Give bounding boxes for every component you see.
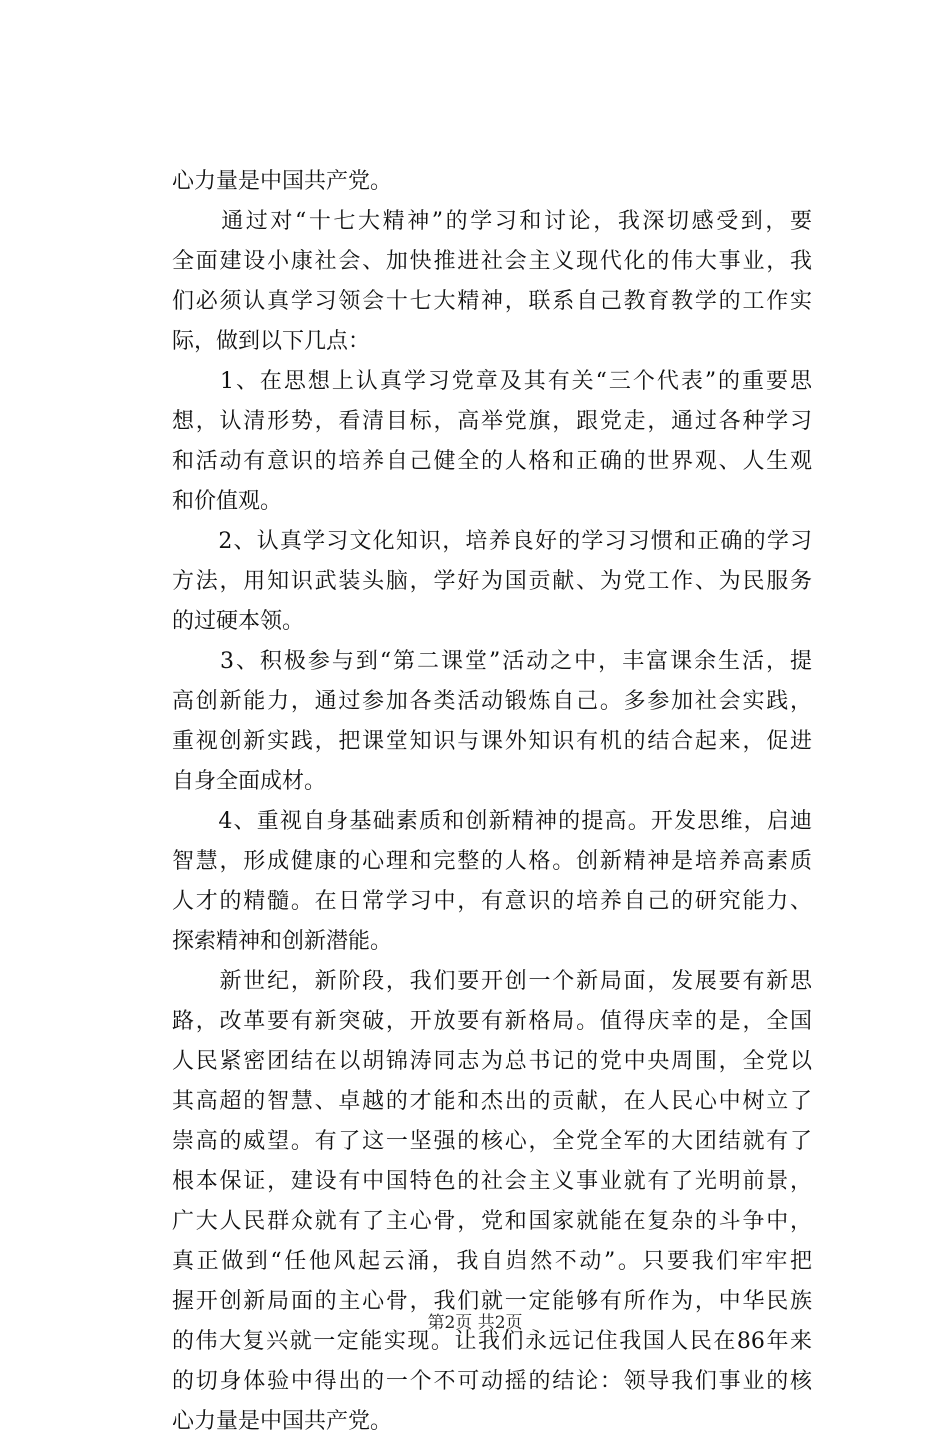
text-line: 真正做到“任他风起云涌，我自岿然不动”。只要我们牢牢把 [172, 1249, 812, 1274]
text-line: 1、在思想上认真学习党章及其有关“三个代表”的重要思 [172, 369, 812, 394]
text-line: 人民紧密团结在以胡锦涛同志为总书记的党中央周围，全党以 [172, 1049, 812, 1074]
text-line: 新世纪，新阶段，我们要开创一个新局面，发展要有新思 [172, 969, 812, 994]
text-line: 方法，用知识武装头脑，学好为国贡献、为党工作、为民服务 [172, 569, 812, 594]
text-line: 全面建设小康社会、加快推进社会主义现代化的伟大事业，我 [172, 249, 812, 274]
text-line: 崇高的威望。有了这一坚强的核心，全党全军的大团结就有了 [172, 1129, 812, 1154]
document-body [172, 162, 812, 1442]
text-line: 高创新能力，通过参加各类活动锻炼自己。多参加社会实践， [172, 689, 812, 714]
text-line: 自身全面成材。 [172, 769, 327, 794]
page-footer [0, 1312, 950, 1334]
text-line: 们必须认真学习领会十七大精神，联系自己教育教学的工作实 [172, 289, 812, 314]
text-line: 的伟大复兴就一定能实现。让我们永远记住我国人民在86年来 [172, 1329, 812, 1354]
text-line: 其高超的智慧、卓越的才能和杰出的贡献，在人民心中树立了 [172, 1089, 812, 1114]
text-line: 重视创新实践，把课堂知识与课外知识有机的结合起来，促进 [172, 729, 812, 754]
text-line: 握开创新局面的主心骨，我们就一定能够有所作为，中华民族 [172, 1289, 812, 1314]
text-line: 路，改革要有新突破，开放要有新格局。值得庆幸的是，全国 [172, 1009, 812, 1034]
text-line: 心力量是中国共产党。 [172, 1409, 393, 1434]
text-line: 想，认清形势，看清目标，高举党旗，跟党走，通过各种学习 [172, 409, 812, 434]
text-line: 人才的精髓。在日常学习中，有意识的培养自己的研究能力、 [172, 889, 812, 914]
page-number: 第2页 共2页 [427, 1313, 523, 1333]
text-line: 的切身体验中得出的一个不可动摇的结论：领导我们事业的核 [172, 1369, 812, 1394]
text-line: 根本保证，建设有中国特色的社会主义事业就有了光明前景， [172, 1169, 812, 1194]
text-line: 和活动有意识的培养自己健全的人格和正确的世界观、人生观 [172, 449, 812, 474]
text-line: 心力量是中国共产党。 [172, 169, 393, 194]
text-line: 探索精神和创新潜能。 [172, 929, 393, 954]
text-line: 3、积极参与到“第二课堂”活动之中，丰富课余生活，提 [172, 649, 812, 674]
text-line: 2、认真学习文化知识，培养良好的学习习惯和正确的学习 [172, 529, 812, 554]
text-line: 和价值观。 [172, 489, 283, 514]
text-line: 4、重视自身基础素质和创新精神的提高。开发思维，启迪 [172, 809, 812, 834]
text-line: 智慧，形成健康的心理和完整的人格。创新精神是培养高素质 [172, 849, 812, 874]
text-line: 际，做到以下几点： [172, 329, 371, 354]
text-line: 的过硬本领。 [172, 609, 305, 634]
text-line: 通过对“十七大精神”的学习和讨论，我深切感受到，要 [172, 209, 812, 234]
text-line: 广大人民群众就有了主心骨，党和国家就能在复杂的斗争中， [172, 1209, 812, 1234]
